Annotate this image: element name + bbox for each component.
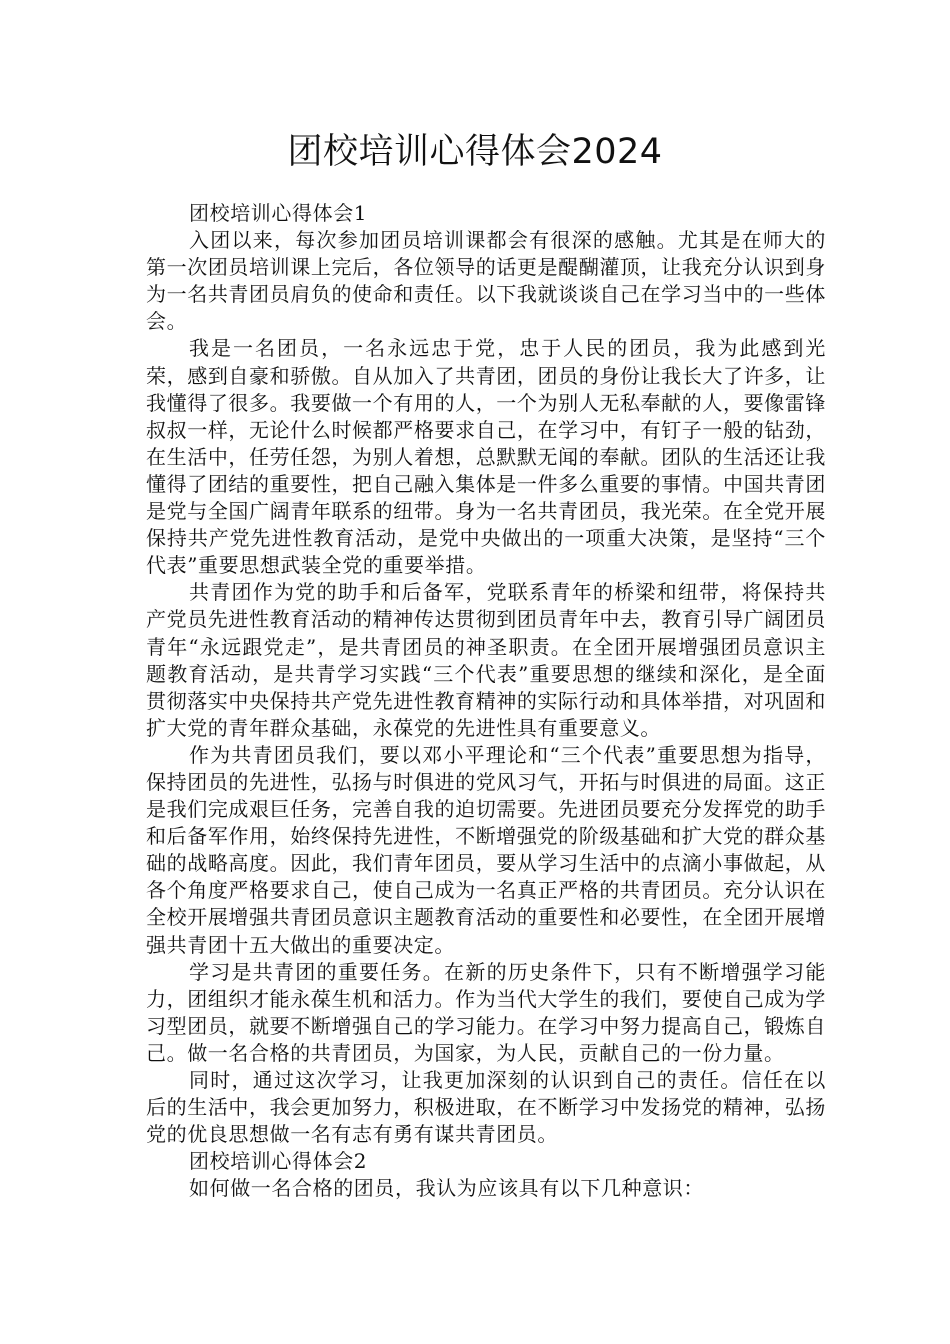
paragraph: 我是一名团员，一名永远忠于党，忠于人民的团员，我为此感到光荣，感到自豪和骄傲。自从加入了共青团，团员的身份让我长大了许多，让我懂得了很多。我要做一个有用的人，一个为别人无私奉献的人，要像雷锋叔叔一样，无论什么时候都严格要求自己，在学习中，有钉子一般的钻劲，在生活中，任劳任怨，为别人着想，总默默无闻的奉献。团队的生活还让我懂得了团结的重要性，把自己融入集体是一件多么重要的事情。中国共青团是党与全国广阔青年联系的纽带。身为一名共青团员，我光荣。在全党开展保持共产党先进性教育活动，是党中央做出的一项重大决策，是坚持“三个代表”重要思想武装全党的重要举措。 [146, 336, 826, 578]
paragraph: 学习是共青团的重要任务。在新的历史条件下，只有不断增强学习能力，团组织才能永葆生机和活力。作为当代大学生的我们，要使自己成为学习型团员，就要不断增强自己的学习能力。在学习中努力提高自己，锻炼自己。做一名合格的共青团员，为国家，为人民，贡献自己的一份力量。 [146, 959, 826, 1065]
paragraph: 入团以来，每次参加团员培训课都会有很深的感触。尤其是在师大的第一次团员培训课上完后，各位领导的话更是醍醐灌顶，让我充分认识到身为一名共青团员肩负的使命和责任。以下我就谈谈自己在学习当中的一些体会。 [146, 228, 826, 334]
document-title: 团校培训心得体会2024 [287, 132, 663, 172]
paragraph: 共青团作为党的助手和后备军，党联系青年的桥梁和纽带，将保持共产党员先进性教育活动的精神传达贯彻到团员青年中去，教育引导广阔团员青年“永远跟党走”，是共青团员的神圣职责。在全团开展增强团员意识主题教育活动，是共青学习实践“三个代表”重要思想的继续和深化，是全面贯彻落实中央保持共产党先进性教育精神的实际行动和具体举措，对巩固和扩大党的青年群众基础，永葆党的先进性具有重要意义。 [146, 580, 826, 740]
paragraph: 同时，通过这次学习，让我更加深刻的认识到自己的责任。信任在以后的生活中，我会更加努力，积极进取，在不断学习中发扬党的精神，弘扬党的优良思想做一名有志有勇有谋共青团员。 [146, 1068, 826, 1147]
document-body [146, 200, 826, 1202]
paragraph: 作为共青团员我们，要以邓小平理论和“三个代表”重要思想为指导，保持团员的先进性，弘扬与时俱进的党风习气，开拓与时俱进的局面。这正是我们完成艰巨任务，完善自我的迫切需要。先进团员要充分发挥党的助手和后备军作用，始终保持先进性，不断增强党的阶级基础和扩大党的群众基础的战略高度。因此，我们青年团员，要从学习生活中的点滴小事做起，从各个角度严格要求自己，使自己成为一名真正严格的共青团员。充分认识在全校开展增强共青团员意识主题教育活动的重要性和必要性，在全团开展增强共青团十五大做出的重要决定。 [146, 742, 826, 957]
paragraph: 如何做一名合格的团员，我认为应该具有以下几种意识： [189, 1176, 704, 1201]
section-heading-2: 团校培训心得体会2 [189, 1149, 368, 1174]
section-heading-1: 团校培训心得体会1 [189, 201, 368, 225]
